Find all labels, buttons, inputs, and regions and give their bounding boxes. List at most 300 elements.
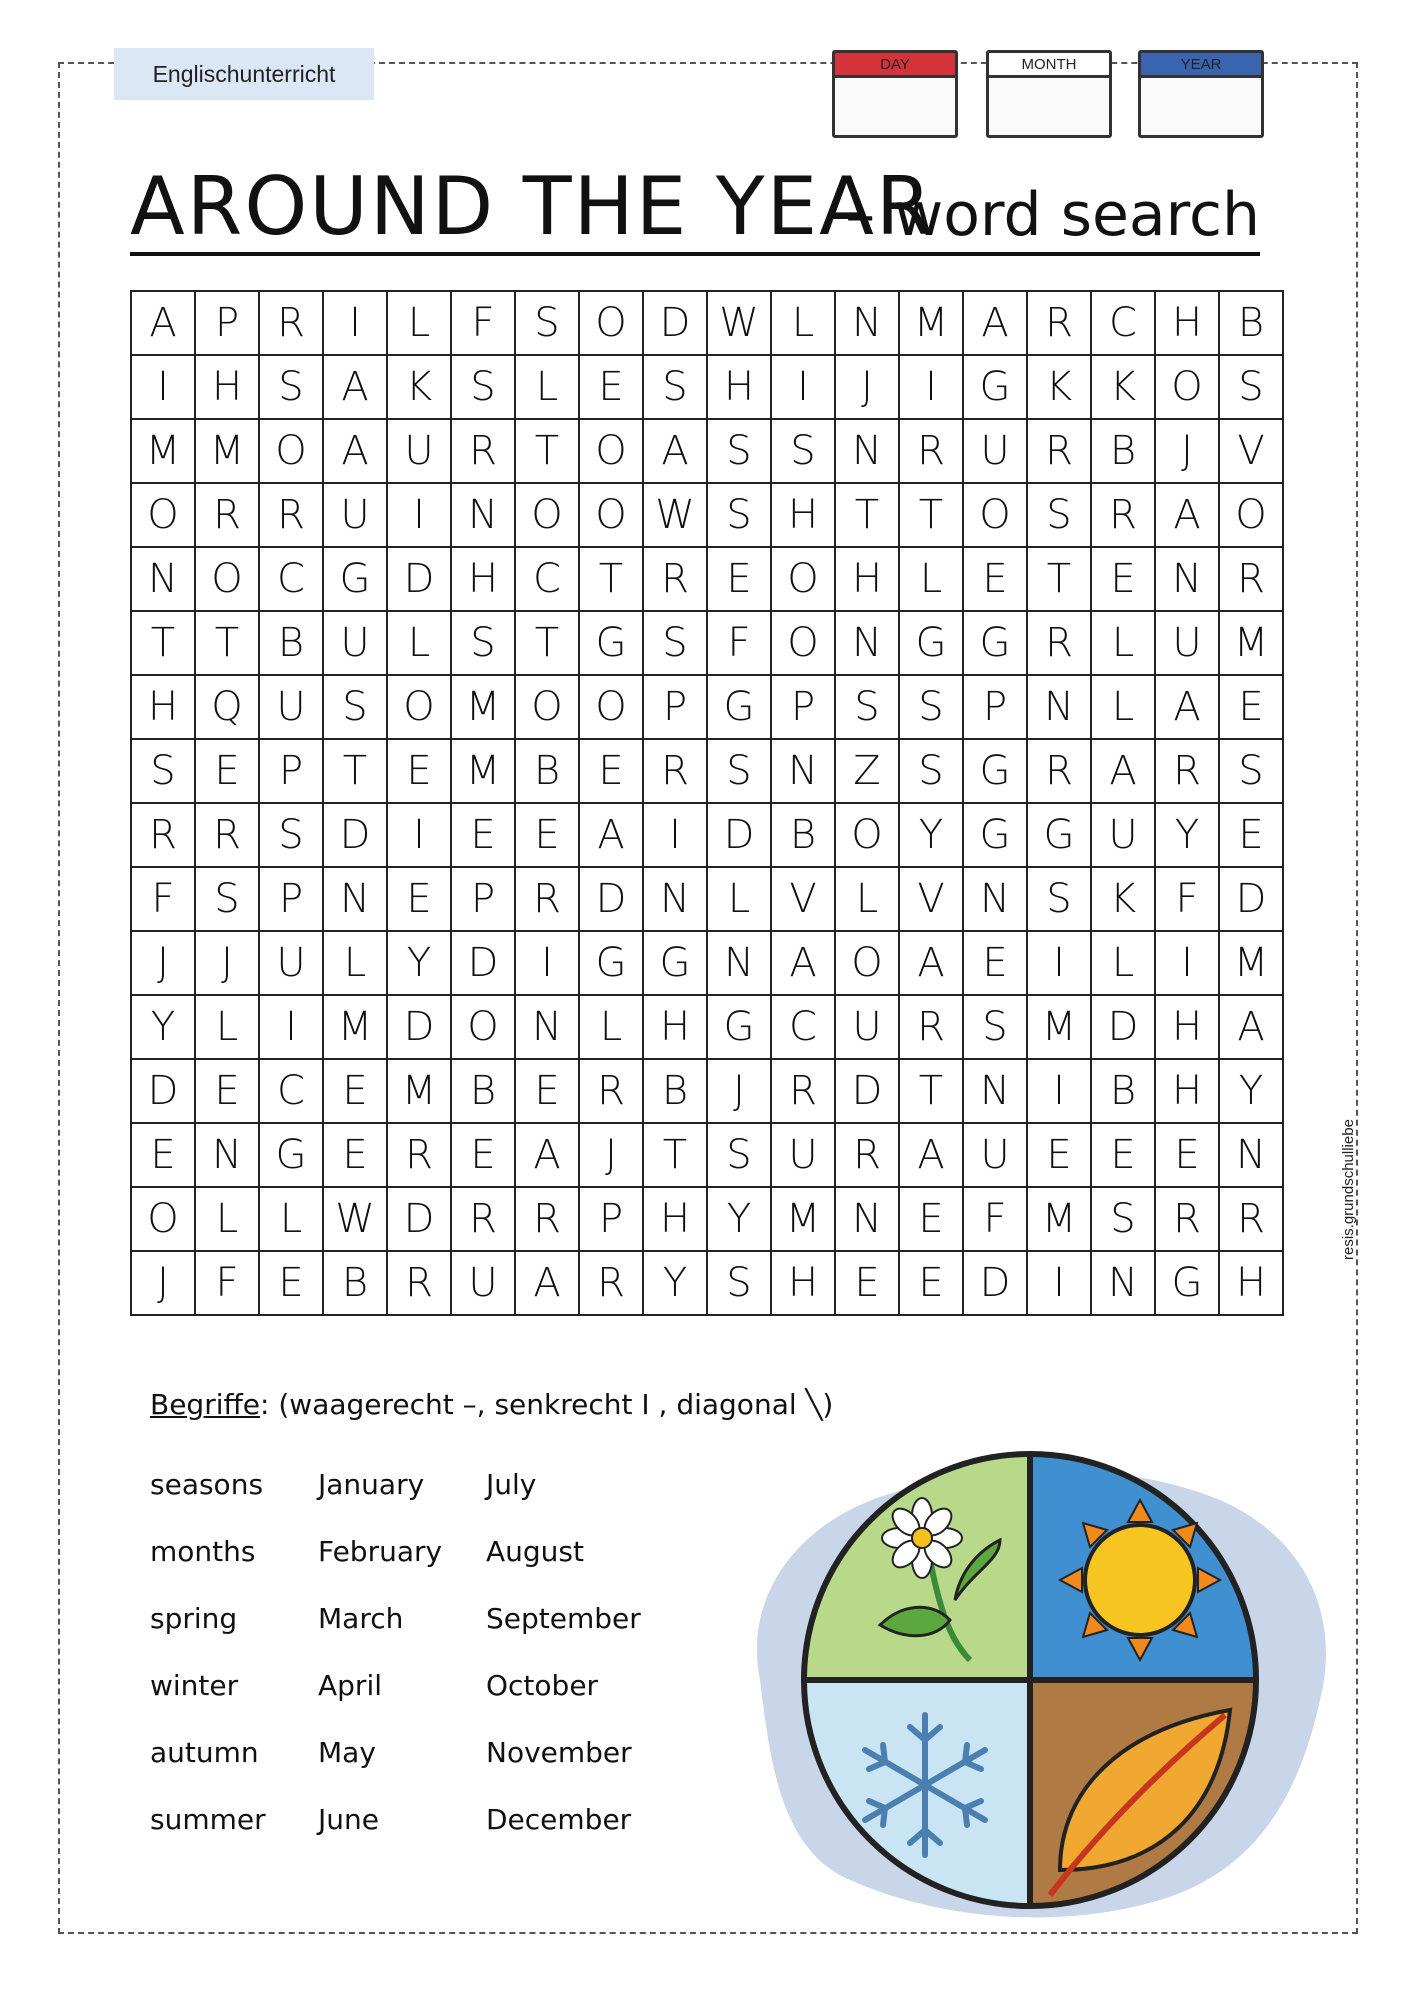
grid-cell[interactable]: B xyxy=(260,612,324,676)
grid-cell[interactable]: H xyxy=(452,548,516,612)
grid-cell[interactable]: I xyxy=(1028,1060,1092,1124)
grid-cell[interactable]: S xyxy=(708,740,772,804)
grid-cell[interactable]: F xyxy=(1156,868,1220,932)
grid-cell[interactable]: T xyxy=(324,740,388,804)
grid-cell[interactable]: E xyxy=(452,804,516,868)
grid-cell[interactable]: N xyxy=(708,932,772,996)
word-list xyxy=(150,1468,666,1870)
grid-cell[interactable]: B xyxy=(772,804,836,868)
grid-cell[interactable]: A xyxy=(964,292,1028,356)
grid-cell[interactable]: C xyxy=(516,548,580,612)
grid-cell[interactable]: E xyxy=(1092,1124,1156,1188)
grid-cell[interactable]: N xyxy=(964,868,1028,932)
grid-cell[interactable]: Y xyxy=(388,932,452,996)
grid-cell[interactable]: L xyxy=(260,1188,324,1252)
grid-cell[interactable]: D xyxy=(644,292,708,356)
grid-cell[interactable]: N xyxy=(836,292,900,356)
grid-cell[interactable]: G xyxy=(1156,1252,1220,1316)
grid-cell[interactable]: H xyxy=(196,356,260,420)
grid-cell[interactable]: S xyxy=(452,356,516,420)
grid-cell[interactable]: S xyxy=(708,420,772,484)
grid-cell[interactable]: J xyxy=(196,932,260,996)
grid-cell[interactable]: I xyxy=(900,356,964,420)
grid-cell[interactable]: S xyxy=(644,612,708,676)
grid-cell[interactable]: H xyxy=(772,1252,836,1316)
grid-cell[interactable]: P xyxy=(260,868,324,932)
grid-cell[interactable]: R xyxy=(1156,1188,1220,1252)
grid-cell[interactable]: O xyxy=(964,484,1028,548)
grid-cell[interactable]: G xyxy=(964,356,1028,420)
grid-cell[interactable]: E xyxy=(324,1124,388,1188)
grid-cell[interactable]: S xyxy=(644,356,708,420)
grid-cell[interactable]: S xyxy=(772,420,836,484)
grid-cell[interactable]: D xyxy=(324,804,388,868)
grid-cell[interactable]: R xyxy=(452,420,516,484)
date-box-day-label: DAY xyxy=(835,53,955,78)
grid-cell[interactable]: I xyxy=(388,804,452,868)
grid-cell[interactable]: S xyxy=(900,676,964,740)
grid-cell[interactable]: M xyxy=(324,996,388,1060)
grid-cell[interactable]: D xyxy=(1220,868,1284,932)
grid-cell[interactable]: E xyxy=(388,740,452,804)
grid-cell[interactable]: R xyxy=(1028,612,1092,676)
grid-cell[interactable]: R xyxy=(132,804,196,868)
grid-cell[interactable]: L xyxy=(708,868,772,932)
grid-cell[interactable]: N xyxy=(836,612,900,676)
grid-cell[interactable]: C xyxy=(260,548,324,612)
grid-cell[interactable]: P xyxy=(772,676,836,740)
word-list-item: August xyxy=(486,1535,584,1568)
grid-cell[interactable]: G xyxy=(900,612,964,676)
grid-cell[interactable]: L xyxy=(900,548,964,612)
grid-cell[interactable]: U xyxy=(1092,804,1156,868)
grid-cell[interactable]: M xyxy=(1028,1188,1092,1252)
grid-cell[interactable]: H xyxy=(836,548,900,612)
grid-cell[interactable]: B xyxy=(644,1060,708,1124)
grid-cell[interactable]: E xyxy=(388,868,452,932)
grid-cell[interactable]: U xyxy=(388,420,452,484)
grid-cell[interactable]: M xyxy=(772,1188,836,1252)
grid-cell[interactable]: E xyxy=(196,1060,260,1124)
grid-cell[interactable]: R xyxy=(1156,740,1220,804)
grid-cell[interactable]: R xyxy=(196,484,260,548)
grid-cell[interactable]: N xyxy=(1156,548,1220,612)
grid-cell[interactable]: Y xyxy=(1156,804,1220,868)
grid-cell[interactable]: M xyxy=(452,676,516,740)
grid-cell[interactable]: R xyxy=(1028,740,1092,804)
grid-cell[interactable]: T xyxy=(132,612,196,676)
grid-cell[interactable]: R xyxy=(1028,292,1092,356)
grid-cell[interactable]: T xyxy=(580,548,644,612)
grid-cell[interactable]: A xyxy=(644,420,708,484)
grid-cell[interactable]: S xyxy=(260,804,324,868)
grid-cell[interactable]: O xyxy=(196,548,260,612)
grid-cell[interactable]: L xyxy=(1092,932,1156,996)
grid-cell[interactable]: I xyxy=(772,356,836,420)
grid-cell[interactable]: E xyxy=(196,740,260,804)
grid-cell[interactable]: S xyxy=(708,484,772,548)
grid-cell[interactable]: A xyxy=(580,804,644,868)
grid-cell[interactable]: F xyxy=(196,1252,260,1316)
grid-cell[interactable]: I xyxy=(516,932,580,996)
grid-cell[interactable]: F xyxy=(708,612,772,676)
grid-cell[interactable]: L xyxy=(388,292,452,356)
grid-cell[interactable]: K xyxy=(388,356,452,420)
grid-cell[interactable]: U xyxy=(964,1124,1028,1188)
grid-cell[interactable]: C xyxy=(772,996,836,1060)
grid-cell[interactable]: S xyxy=(836,676,900,740)
grid-cell[interactable]: O xyxy=(516,484,580,548)
grid-cell[interactable]: H xyxy=(1220,1252,1284,1316)
grid-cell[interactable]: B xyxy=(324,1252,388,1316)
grid-cell[interactable]: N xyxy=(452,484,516,548)
grid-cell[interactable]: R xyxy=(196,804,260,868)
grid-cell[interactable]: J xyxy=(836,356,900,420)
grid-cell[interactable]: D xyxy=(1092,996,1156,1060)
grid-cell[interactable]: E xyxy=(1220,676,1284,740)
grid-cell[interactable]: U xyxy=(836,996,900,1060)
grid-cell[interactable]: A xyxy=(516,1124,580,1188)
grid-cell[interactable]: E xyxy=(580,356,644,420)
grid-cell[interactable]: P xyxy=(452,868,516,932)
date-box-day[interactable] xyxy=(832,50,958,138)
grid-cell[interactable]: D xyxy=(388,548,452,612)
grid-cell[interactable]: M xyxy=(452,740,516,804)
grid-cell[interactable]: D xyxy=(836,1060,900,1124)
grid-cell[interactable]: N xyxy=(324,868,388,932)
grid-cell[interactable]: N xyxy=(836,1188,900,1252)
grid-cell[interactable]: I xyxy=(324,292,388,356)
credit-text: resis.grundschulliebe xyxy=(1340,1119,1357,1260)
grid-cell[interactable]: O xyxy=(260,420,324,484)
date-box-year[interactable] xyxy=(1138,50,1264,138)
grid-cell[interactable]: U xyxy=(964,420,1028,484)
grid-cell[interactable]: R xyxy=(452,1188,516,1252)
grid-cell[interactable]: U xyxy=(324,612,388,676)
grid-cell[interactable]: R xyxy=(772,1060,836,1124)
grid-cell[interactable]: E xyxy=(516,804,580,868)
grid-cell[interactable]: O xyxy=(580,484,644,548)
grid-cell[interactable]: M xyxy=(1028,996,1092,1060)
grid-cell[interactable]: I xyxy=(1156,932,1220,996)
grid-cell[interactable]: W xyxy=(324,1188,388,1252)
grid-cell[interactable]: D xyxy=(452,932,516,996)
grid-cell[interactable]: P xyxy=(260,740,324,804)
grid-cell[interactable]: Y xyxy=(1220,1060,1284,1124)
grid-cell[interactable]: L xyxy=(196,996,260,1060)
grid-cell[interactable]: P xyxy=(580,1188,644,1252)
grid-cell[interactable]: E xyxy=(900,1188,964,1252)
grid-cell[interactable]: O xyxy=(132,484,196,548)
grid-cell[interactable]: E xyxy=(836,1252,900,1316)
grid-cell[interactable]: R xyxy=(516,1188,580,1252)
grid-cell[interactable]: B xyxy=(1220,292,1284,356)
grid-cell[interactable]: T xyxy=(836,484,900,548)
grid-cell[interactable]: O xyxy=(1156,356,1220,420)
grid-cell[interactable]: I xyxy=(132,356,196,420)
grid-cell[interactable]: J xyxy=(1156,420,1220,484)
grid-cell[interactable]: U xyxy=(324,484,388,548)
date-box-month[interactable] xyxy=(986,50,1112,138)
grid-cell[interactable]: A xyxy=(516,1252,580,1316)
grid-cell[interactable]: L xyxy=(772,292,836,356)
grid-cell[interactable]: A xyxy=(324,420,388,484)
grid-cell[interactable]: E xyxy=(452,1124,516,1188)
grid-cell[interactable]: R xyxy=(580,1252,644,1316)
grid-cell[interactable]: L xyxy=(580,996,644,1060)
grid-cell[interactable]: S xyxy=(708,1124,772,1188)
grid-cell[interactable]: R xyxy=(388,1124,452,1188)
grid-cell[interactable]: T xyxy=(516,612,580,676)
grid-cell[interactable]: M xyxy=(1220,612,1284,676)
grid-cell[interactable]: L xyxy=(388,612,452,676)
grid-cell[interactable]: N xyxy=(836,420,900,484)
grid-cell[interactable]: Y xyxy=(900,804,964,868)
grid-cell[interactable]: D xyxy=(388,1188,452,1252)
grid-cell[interactable]: K xyxy=(1092,868,1156,932)
grid-cell[interactable]: R xyxy=(580,1060,644,1124)
grid-cell[interactable]: E xyxy=(1156,1124,1220,1188)
grid-cell[interactable]: H xyxy=(772,484,836,548)
grid-cell[interactable]: G xyxy=(708,996,772,1060)
grid-cell[interactable]: H xyxy=(708,356,772,420)
grid-cell[interactable]: N xyxy=(772,740,836,804)
grid-cell[interactable]: O xyxy=(388,676,452,740)
grid-cell[interactable]: R xyxy=(1092,484,1156,548)
grid-cell[interactable]: N xyxy=(1092,1252,1156,1316)
grid-cell[interactable]: S xyxy=(452,612,516,676)
grid-cell[interactable]: W xyxy=(644,484,708,548)
grid-cell[interactable]: M xyxy=(388,1060,452,1124)
grid-cell[interactable]: S xyxy=(1092,1188,1156,1252)
grid-cell[interactable]: N xyxy=(644,868,708,932)
grid-cell[interactable]: I xyxy=(1028,1252,1092,1316)
grid-cell[interactable]: U xyxy=(1156,612,1220,676)
grid-cell[interactable]: D xyxy=(388,996,452,1060)
grid-cell[interactable]: B xyxy=(1092,1060,1156,1124)
grid-cell[interactable]: E xyxy=(580,740,644,804)
grid-cell[interactable]: D xyxy=(708,804,772,868)
grid-cell[interactable]: T xyxy=(1028,548,1092,612)
grid-cell[interactable]: M xyxy=(196,420,260,484)
grid-cell[interactable]: G xyxy=(644,932,708,996)
grid-cell[interactable]: R xyxy=(260,484,324,548)
grid-cell[interactable]: Y xyxy=(132,996,196,1060)
grid-cell[interactable]: O xyxy=(580,292,644,356)
grid-cell[interactable]: L xyxy=(1092,676,1156,740)
grid-cell[interactable]: T xyxy=(900,484,964,548)
grid-cell[interactable]: U xyxy=(452,1252,516,1316)
grid-cell[interactable]: S xyxy=(708,1252,772,1316)
grid-cell[interactable]: G xyxy=(964,612,1028,676)
grid-cell[interactable]: B xyxy=(452,1060,516,1124)
grid-cell[interactable]: S xyxy=(516,292,580,356)
grid-cell[interactable]: R xyxy=(1220,1188,1284,1252)
grid-cell[interactable]: W xyxy=(708,292,772,356)
grid-cell[interactable]: P xyxy=(964,676,1028,740)
grid-cell[interactable]: N xyxy=(132,548,196,612)
word-list-item: months xyxy=(150,1535,256,1568)
grid-cell[interactable]: I xyxy=(1028,932,1092,996)
grid-cell[interactable]: O xyxy=(772,548,836,612)
grid-cell[interactable]: S xyxy=(1028,868,1092,932)
grid-cell[interactable]: N xyxy=(1220,1124,1284,1188)
grid-cell[interactable]: A xyxy=(900,932,964,996)
grid-cell[interactable]: S xyxy=(132,740,196,804)
grid-cell[interactable]: O xyxy=(580,676,644,740)
grid-cell[interactable]: E xyxy=(900,1252,964,1316)
grid-cell[interactable]: R xyxy=(1028,420,1092,484)
grid-cell[interactable]: N xyxy=(1028,676,1092,740)
grid-cell[interactable]: Y xyxy=(708,1188,772,1252)
grid-cell[interactable]: H xyxy=(1156,996,1220,1060)
grid-cell[interactable]: N xyxy=(516,996,580,1060)
grid-cell[interactable]: G xyxy=(708,676,772,740)
grid-cell[interactable]: V xyxy=(772,868,836,932)
grid-cell[interactable]: A xyxy=(1156,676,1220,740)
grid-cell[interactable]: D xyxy=(580,868,644,932)
grid-cell[interactable]: O xyxy=(772,612,836,676)
grid-cell[interactable]: U xyxy=(772,1124,836,1188)
grid-cell[interactable]: J xyxy=(132,1252,196,1316)
grid-cell[interactable]: F xyxy=(132,868,196,932)
grid-cell[interactable]: J xyxy=(708,1060,772,1124)
grid-cell[interactable]: U xyxy=(260,932,324,996)
grid-cell[interactable]: O xyxy=(580,420,644,484)
grid-cell[interactable]: S xyxy=(260,356,324,420)
grid-cell[interactable]: G xyxy=(964,804,1028,868)
grid-cell[interactable]: B xyxy=(516,740,580,804)
grid-cell[interactable]: A xyxy=(1092,740,1156,804)
grid-cell[interactable]: S xyxy=(324,676,388,740)
grid-cell[interactable]: R xyxy=(644,740,708,804)
grid-cell[interactable]: A xyxy=(772,932,836,996)
grid-cell[interactable]: E xyxy=(1028,1124,1092,1188)
grid-cell[interactable]: S xyxy=(1028,484,1092,548)
grid-cell[interactable]: D xyxy=(132,1060,196,1124)
grid-cell[interactable]: R xyxy=(1220,548,1284,612)
grid-cell[interactable]: H xyxy=(1156,1060,1220,1124)
grid-cell[interactable]: F xyxy=(452,292,516,356)
grid-cell[interactable]: H xyxy=(644,996,708,1060)
word-list-item: spring xyxy=(150,1602,238,1635)
grid-cell[interactable]: T xyxy=(196,612,260,676)
grid-cell[interactable]: A xyxy=(1220,996,1284,1060)
grid-cell[interactable]: I xyxy=(260,996,324,1060)
grid-cell[interactable]: G xyxy=(324,548,388,612)
grid-cell[interactable]: P xyxy=(196,292,260,356)
grid-cell[interactable]: E xyxy=(324,1060,388,1124)
grid-cell[interactable]: H xyxy=(1156,292,1220,356)
grid-cell[interactable]: L xyxy=(196,1188,260,1252)
grid-cell[interactable]: G xyxy=(964,740,1028,804)
grid-cell[interactable]: G xyxy=(260,1124,324,1188)
grid-cell[interactable]: R xyxy=(260,292,324,356)
grid-cell[interactable]: S xyxy=(1220,740,1284,804)
grid-cell[interactable]: A xyxy=(900,1124,964,1188)
grid-cell[interactable]: A xyxy=(132,292,196,356)
grid-cell[interactable]: S xyxy=(196,868,260,932)
grid-cell[interactable]: I xyxy=(388,484,452,548)
grid-cell[interactable]: M xyxy=(132,420,196,484)
grid-cell[interactable]: G xyxy=(1028,804,1092,868)
grid-cell[interactable]: D xyxy=(964,1252,1028,1316)
title-main: AROUND THE YEAR xyxy=(130,160,934,253)
grid-cell[interactable]: O xyxy=(516,676,580,740)
grid-cell[interactable]: R xyxy=(900,996,964,1060)
sun-icon xyxy=(1060,1500,1220,1660)
grid-cell[interactable]: E xyxy=(260,1252,324,1316)
grid-cell[interactable]: T xyxy=(516,420,580,484)
grid-cell[interactable]: E xyxy=(1092,548,1156,612)
grid-cell[interactable]: I xyxy=(644,804,708,868)
grid-cell[interactable]: H xyxy=(132,676,196,740)
grid-cell[interactable]: U xyxy=(260,676,324,740)
grid-cell[interactable]: N xyxy=(964,1060,1028,1124)
grid-cell[interactable]: T xyxy=(900,1060,964,1124)
grid-cell[interactable]: J xyxy=(132,932,196,996)
grid-cell[interactable]: G xyxy=(580,612,644,676)
grid-cell[interactable]: O xyxy=(1220,484,1284,548)
grid-cell[interactable]: E xyxy=(516,1060,580,1124)
grid-cell[interactable]: R xyxy=(516,868,580,932)
grid-cell[interactable]: E xyxy=(132,1124,196,1188)
grid-cell[interactable]: P xyxy=(644,676,708,740)
grid-cell[interactable]: V xyxy=(900,868,964,932)
grid-cell[interactable]: K xyxy=(1028,356,1092,420)
grid-cell[interactable]: J xyxy=(580,1124,644,1188)
grid-cell[interactable]: O xyxy=(836,932,900,996)
grid-cell[interactable]: A xyxy=(1156,484,1220,548)
grid-cell[interactable]: S xyxy=(900,740,964,804)
grid-cell[interactable]: N xyxy=(196,1124,260,1188)
grid-cell[interactable]: O xyxy=(132,1188,196,1252)
grid-cell[interactable]: L xyxy=(1092,612,1156,676)
grid-cell[interactable]: L xyxy=(516,356,580,420)
grid-cell[interactable]: C xyxy=(1092,292,1156,356)
grid-cell[interactable]: H xyxy=(644,1188,708,1252)
grid-cell[interactable]: S xyxy=(964,996,1028,1060)
grid-cell[interactable]: R xyxy=(900,420,964,484)
grid-cell[interactable]: R xyxy=(644,548,708,612)
grid-cell[interactable]: E xyxy=(964,932,1028,996)
word-list-item: October xyxy=(486,1669,599,1702)
grid-cell[interactable]: S xyxy=(1220,356,1284,420)
grid-cell[interactable]: C xyxy=(260,1060,324,1124)
grid-cell[interactable]: O xyxy=(452,996,516,1060)
grid-cell[interactable]: L xyxy=(324,932,388,996)
grid-cell[interactable]: B xyxy=(1092,420,1156,484)
grid-cell[interactable]: E xyxy=(964,548,1028,612)
grid-cell[interactable]: E xyxy=(708,548,772,612)
grid-cell[interactable]: T xyxy=(644,1124,708,1188)
grid-cell[interactable]: A xyxy=(324,356,388,420)
grid-cell[interactable]: V xyxy=(1220,420,1284,484)
grid-cell[interactable]: Y xyxy=(644,1252,708,1316)
grid-cell[interactable]: R xyxy=(388,1252,452,1316)
grid-cell[interactable]: E xyxy=(1220,804,1284,868)
grid-cell[interactable]: O xyxy=(836,804,900,868)
grid-cell[interactable]: R xyxy=(836,1124,900,1188)
grid-cell[interactable]: Z xyxy=(836,740,900,804)
grid-cell[interactable]: Q xyxy=(196,676,260,740)
grid-cell[interactable]: F xyxy=(964,1188,1028,1252)
grid-cell[interactable]: M xyxy=(1220,932,1284,996)
grid-cell[interactable]: L xyxy=(836,868,900,932)
grid-cell[interactable]: M xyxy=(900,292,964,356)
grid-cell[interactable]: K xyxy=(1092,356,1156,420)
grid-cell[interactable]: G xyxy=(580,932,644,996)
